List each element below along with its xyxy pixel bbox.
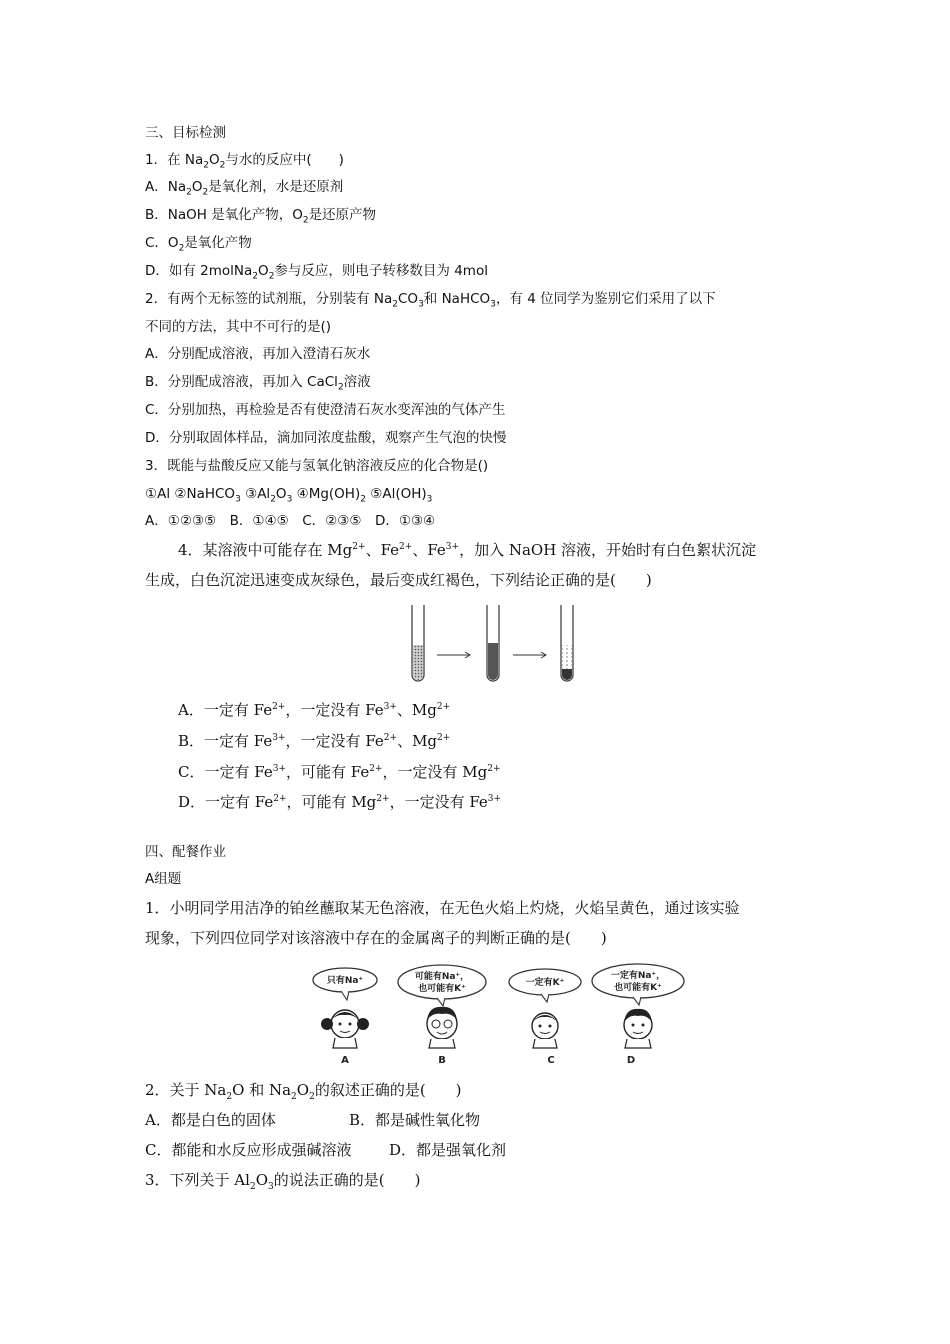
- kid-label-c: C: [547, 1055, 555, 1066]
- s4-q2-option-a: A．都是白色的固体: [145, 1111, 276, 1129]
- q1-option-a: A．$Na_2O_2$是氧化剂，水是还原剂: [145, 179, 344, 198]
- section-4-heading: 四、配餐作业: [145, 844, 226, 860]
- q4-option-b: B．一定有 $Fe^{3+}$，一定没有 $Fe^{2+}$、$Mg^{2+}$: [178, 732, 451, 750]
- s4-q2-option-b: B．都是碱性氧化物: [349, 1111, 481, 1129]
- svg-text:也可能有K⁺: 也可能有K⁺: [614, 983, 662, 993]
- q2-option-c: C．分别加热，再检验是否有使澄清石灰水变浑浊的气体产生: [145, 402, 506, 418]
- speech-bubble-a: [313, 968, 377, 1000]
- speech-bubble-b: [398, 965, 486, 1006]
- q1-option-c: C．$O_2$是氧化产物: [145, 235, 252, 254]
- q4-option-d: D．一定有 $Fe^{2+}$，可能有 $Mg^{2+}$，一定没有 $Fe^{3+}$: [178, 793, 502, 811]
- q1-option-b: B．NaOH 是氧化产物，$O_2$是还原产物: [145, 207, 377, 226]
- kid-b-icon: [427, 1007, 457, 1048]
- test-tube-2: [487, 605, 499, 681]
- q4-option-c: C．一定有 $Fe^{3+}$，可能有 $Fe^{2+}$，一定没有 $Mg^{2+}$: [178, 763, 501, 781]
- q2-option-b: B．分别配成溶液，再加入 CaCl$_2$溶液: [145, 374, 371, 393]
- q4-stem-line1: 4．某溶液中可能存在 $Mg^{2+}$、$Fe^{2+}$、$Fe^{3+}$，加入 NaOH 溶液，开始时有白色絮状沉淀: [178, 541, 757, 559]
- s4-q2-stem: 2．关于 $Na_2O$ 和 $Na_2O_2$的叙述正确的是( ): [145, 1081, 462, 1102]
- q1-option-d: D．如有 $2molNa_2O_2$参与反应，则电子转移数目为 4mol: [145, 263, 488, 282]
- q1-stem: 1．在 $Na_2O_2$与水的反应中( ): [145, 152, 344, 171]
- kid-a-icon: [321, 1010, 369, 1048]
- s4-q3-stem: 3．下列关于 $Al_2O_3$的说法正确的是( ): [145, 1171, 421, 1192]
- s4-q1-stem-line2: 现象，下列四位同学对该溶液中存在的金属离子的判断正确的是( ): [145, 929, 607, 947]
- speech-bubble-c: [509, 969, 581, 1002]
- bubble-a-text: 只有Na⁺: [326, 976, 364, 986]
- kid-c-icon: [532, 1013, 558, 1048]
- speech-bubble-d: [592, 964, 684, 1005]
- q3-items: ①Al ②NaHCO$_3$ $③Al_2O_3$ $④Mg(OH)_2$ $⑤Al(OH)_3$: [145, 486, 433, 505]
- svg-text:可能有Na⁺，: 可能有Na⁺，: [414, 972, 470, 982]
- svg-text:也可能有K⁺: 也可能有K⁺: [418, 984, 466, 994]
- section-3-heading: 三、目标检测: [145, 125, 226, 141]
- svg-text:一定有Na⁺，: 一定有Na⁺，: [610, 971, 666, 981]
- q4-stem-line2: 生成，白色沉淀迅速变成灰绿色，最后变成红褐色，下列结论正确的是( ): [145, 571, 652, 589]
- q2-stem-line2: 不同的方法，其中不可行的是(): [145, 319, 332, 335]
- q2-stem-line1: 2．有两个无标签的试剂瓶，分别装有 $Na_2CO_3$和 NaHCO$_3$，有 4 位同学为鉴别它们采用了以下: [145, 291, 716, 310]
- q4-option-a: A．一定有 $Fe^{2+}$，一定没有 $Fe^{3+}$、$Mg^{2+}$: [178, 701, 451, 719]
- test-tube-1: [412, 605, 424, 681]
- test-tube-figure: [405, 603, 580, 687]
- q2-option-d: D．分别取固体样品，滴加同浓度盐酸，观察产生气泡的快慢: [145, 430, 507, 446]
- cartoon-figure: [305, 962, 697, 1068]
- kid-label-a: A: [341, 1055, 349, 1066]
- kid-label-d: D: [626, 1055, 636, 1066]
- svg-text:一定有K⁺: 一定有K⁺: [525, 978, 565, 988]
- s4-q1-stem-line1: 1．小明同学用洁净的铂丝蘸取某无色溶液，在无色火焰上灼烧，火焰呈黄色，通过该实验: [145, 899, 740, 917]
- q2-option-a: A．分别配成溶液，再加入澄清石灰水: [145, 346, 371, 362]
- s4-q2-option-c: C．都能和水反应形成强碱溶液: [145, 1141, 352, 1159]
- test-tube-3: [561, 605, 573, 681]
- group-a-label: A组题: [145, 871, 182, 887]
- q3-stem: 3．既能与盐酸反应又能与氢氧化钠溶液反应的化合物是(): [145, 458, 489, 474]
- q3-options: A．①②③⑤ B．①④⑤ C．②③⑤ D．①③④: [145, 513, 436, 529]
- kid-label-b: B: [438, 1055, 446, 1066]
- s4-q2-option-d: D．都是强氧化剂: [389, 1141, 507, 1159]
- kid-d-icon: [624, 1009, 652, 1048]
